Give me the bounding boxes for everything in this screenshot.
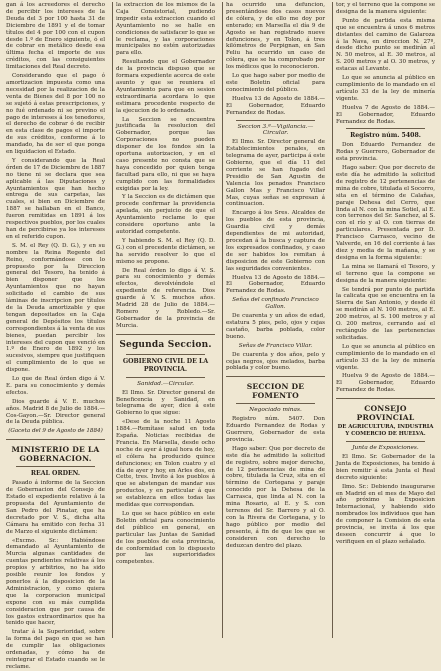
paragraph: Pasado á informe de la Seccion de Gobernacion del Consejo de Estado el expediente relativo á la propuesta del Ayuntamiento de San Pedro del Pinatar, que ha decretado por V. S., dicha alta Cámara ha emitido con fecha 31 de Marzo el siguiente dictámen:	[6, 480, 105, 535]
ministry-heading: MINISTERIO DE LA GOBERNACION.	[11, 445, 100, 464]
paragraph: Lo que hago saber por medio de este Boletin oficial para conocimiento del público.	[226, 73, 325, 93]
column-2	[112, 2, 218, 638]
paragraph: El Ilmo. Sr. Director general de Beneficencia y Sanidad, en telegrama de ayer, dice á este Gobierno lo que sigue:	[116, 389, 215, 417]
paragraph: Y habiendo S. M. el Rey (Q. D. G.) con el precedente dictámen, se ha servido resolver lo que el mismo se propone.	[116, 237, 215, 265]
paragraph: Huelva 13 de Agosto de 1884.—El Gobernador, Eduardo Fernandez de Rodas.	[226, 274, 325, 295]
paragraph: De cuarenta y un años de edad, estatura 5 pies, pelo, ojos y cejas castaño, barba poblada, color bueno.	[226, 313, 325, 340]
royal-order-heading: REAL ORDEN.	[30, 470, 81, 478]
paragraph: De cuarenta y dos años, pelo y cejas negros, ojos melados, barba poblada y color bueno.	[226, 351, 325, 372]
paragraph: la extraccion de los mismos de la Caja Consistorial, pudiendo impedir esta extraccion cuando el Ayuntamiento no se halle en condiciones de satisfacer lo que se le reclama, y las corporaciones municipales no estén autorizadas para ello.	[116, 2, 215, 57]
paragraph: El Ilmo. Sr. Gobernador de la Junta de Exposiciones, ha tenido á bien remitir á esta Junta el Real decreto siguiente:	[336, 454, 435, 481]
description-caption: Señas del confinado Francisco Gallon.	[232, 297, 319, 311]
divider	[116, 334, 215, 336]
paragraph: Encargo á los Sres. Alcaldes de los pueblos de esta provincia, Guardia civil y demás dependientes de mi autoridad, procedan á la busca y captura de los expresados confinados, y caso de ser habidos los remitan á disposicion de este Gobierno con las seguridades convenientes.	[226, 210, 325, 272]
paragraph: S. M. el Rey (Q. D. G.), y en su nombre la Reina Regente del Reino, conformándose con lo propuesto por la Direccion general del Tesoro, ha tenido á bien disponer que los Ayuntamientos que no hayan solicitado el cambio de sus láminas de inscripcion por títulos de la Deuda amortizable y que tengan depositados en la Caja general de Depósitos los títulos correspondientes á la venta de sus bienes, puedan percibir los intereses del cupon que venció en 1.º de Enero de 1892 y los sucesivos, siempre que justifiquen el cumplimiento de lo que se dispone.	[6, 242, 105, 374]
circular-title: Sanidad.—Circular.	[137, 380, 194, 387]
divider	[236, 403, 315, 404]
paragraph: El Ilmo. Sr. Director general de Establecimientos penales, en telegrama de ayer, participa á este Gobierno, que el día 11 del corriente se han fugado del Presidio de San Agustin de Valencia los penados Francisco Gallon Mas y Francisco Villar Mas, cuyas señas se expresan á continuacion.	[226, 139, 325, 208]
paragraph: Dios guarde á V. E. muchos años. Madrid 8 de Julio de 1884.—Cos-Gayon.—Sr. Director general de la Deuda pública.	[6, 398, 105, 426]
consejo-heading: CONSEJO PROVINCIAL	[356, 404, 415, 423]
negociado-title: Negociado minas.	[249, 407, 302, 414]
junta-title: Junta de Exposiciones.	[352, 445, 419, 452]
divider	[226, 376, 325, 378]
paragraph: Lo que se anuncia al público en cumplimiento de lo mandado en el artículo 33 de la ley de minería vigente.	[336, 75, 435, 102]
paragraph: Huelva 13 de Agosto de 1884.—El Gobernador, Eduardo Fernandez de Rodas.	[226, 95, 325, 116]
paragraph: Resultando que el Gobernador de la provincia dispuso que se formara expediente acerca de este asunto y que se reuniera el Ayuntamiento para que en sesion extraordinaria acordara lo que estimara procedente respecto de la ejecucion de lo ordenado.	[116, 59, 215, 114]
paragraph: «Excmo. Sr.: Habiéndose demandado al Ayuntamiento de Murcia algunas cantidades de cuentas pendientes relativas á los propios y arbitrios, no ha sido posible reunir los fondos y ponerlos á la disposicion de la Administracion, y como quiera que la corporacion municipal expone con su más cumplida consideracion que por causa de los gastos extraordinarios que ha tenido que hacer,	[6, 537, 105, 627]
paragraph: Considerando que el pago ó amortizacion impuesta como una necesidad por la realizacion de la venta de Bienes del 8 por 100 no se sujetó á estas prescripciones, y no fué ordenado ni se previno el pago de intereses á los tenedores, el derecho de cobrar ó de recibir en esta clase de pagos el importe de sus créditos, conforme á lo mandado, ha de ser el que ponga en liquidacion el Estado.	[6, 73, 105, 156]
paragraph: tor, y el terreno que la compone se designa de la manera siguiente:	[336, 2, 435, 15]
newspaper-page	[3, 2, 438, 670]
paragraph: De Real órden lo digo á V. S. para su conocimiento y demás efectos, devolviéndole el expediente de referencia. Dios guarde á V. S. muchos años. Madrid 28 de Julio de 1884.—Romero y Robledo.—Sr. Gobernador de la provincia de Murcia.	[116, 267, 215, 329]
column-1	[3, 2, 108, 670]
paragraph: La Seccion se encuentra justificada la resolucion del Gobernador, porque las Corporaciones no pueden disponer de los fondos sin la oportuna autorizacion, y en el caso presente no consta que se haya concedido por quien tenga facultad para ello, ni que se haya cumplido con las formalidades exigidas por la ley.	[116, 116, 215, 192]
paragraph: Lo que se hace público en este Boletin oficial para conocimiento del público en general, en particular las Juntas de Sanidad de los pueblos de esta provincia, de conformidad con lo dispuesto por las superioridades competentes.	[116, 511, 215, 566]
divider	[126, 354, 205, 355]
column-3	[222, 2, 328, 638]
government-heading: GOBIERNO CIVIL DE LA PROVINCIA.	[122, 357, 209, 373]
paragraph: Lo que de Real órden digo á V. E. para su conocimiento y demás efectos.	[6, 376, 105, 396]
paragraph: ha ocurrido una defuncion, presentándose dos casos nuevos de cólera, y de ello me doy por enterado; en Marsella el día 9 de Agosto se han registrado nueve defunciones, y en Tolon, á tres kilómetros de Perpignan, en San Feliu ha ocurrido un caso de cólera, que se ha comprobado por los médicos que lo reconocieron.	[226, 2, 325, 71]
divider	[346, 128, 425, 129]
divider	[126, 377, 205, 378]
section-title: Seccion 3.ª—Vigilancia.—Circular.	[237, 123, 314, 137]
paragraph: Don Eduardo Fernandez de Rodas y Guerrero, Gobernador de esta provincia.	[336, 142, 435, 163]
paragraph: Huelva 7 de Agosto de 1884.—El Gobernador, Eduardo Fernandez de Rodas.	[336, 104, 435, 125]
paragraph: Se tendrá por punto de partida la calicata que se encuentra en la Sierra de San Antonio, y desde él se medirán al N. 100 metros, al E. 200 metros, al S. 100 metros y al O. 200 metros, cerrando así el rectángulo de las pertenencias solicitadas.	[336, 286, 435, 341]
gazette-note: (Gaceta del 9 de Agosto de 1884)	[8, 428, 103, 435]
divider	[336, 398, 435, 400]
consejo-subheading: DE AGRICULTURA, INDUSTRIA Y COMERCIO DE HUELVA.	[337, 424, 434, 438]
divider	[6, 439, 105, 441]
paragraph: Punto de partida esta misma que se encuentra á unos 6 metros distantes del camino de Galaroza á la Nava, en direccion N. 27º, desde dicho punto se medirán al N. 50 metros, al E. 30 metros, al S. 200 metros y al O. 30 metros, y estacas al Levante.	[336, 17, 435, 73]
paragraph: Hago saber: Que por decreto de este día he admitido la solicitud de registro, sobre mejor derecho, de 12 pertenencias de mina de cobre, titulada la Cruz, sita en el término de Cortegana y paraje conocido por la Dehesa de la Carrasca, que linda al N. con la mina Rosario, al E. y S. con terrenos del Sr. Barrero y al O. con la Rivera de Cortegana, y lo hago público por medio del presente, á fin de que los que se consideren con derecho lo deduzcan dentro del plazo.	[226, 445, 325, 549]
paragraph: Hago saber: Que por decreto de este día he admitido la solicitud de registro de 12 pertenencias de mina de cobre, titulada el Socorro, sita en el término de Calañas, paraje Dehesa del Cerro, que linda al N. con la mina Sotiel, al E. con terrenos del Sr. Sanchez, al S. con el río y al O. con tierras de particulares. Presentada por D. Francisco Carrasco, vecino de Valverde, en 16 del corriente á las diez y media de la mañana, y se designa en la forma siguiente:	[336, 165, 435, 261]
divider	[16, 466, 95, 467]
column-4	[332, 2, 438, 638]
divider	[346, 441, 425, 442]
description-caption: Señas de Francisco Villar.	[238, 342, 313, 349]
paragraph: Registro núm. 5407. Don Eduardo Fernandez de Rodas y Guerrero, Gobernador de esta provincia.	[226, 416, 325, 443]
paragraph: La mina se llamará el Tesoro, y el terreno que la compone se designa de la manera siguiente:	[336, 263, 435, 284]
paragraph: gan á los acreedores el derecho de percibir los intereses de la Deuda del 3 por 100 hasta 31 de Diciembre de 1891 y el de tomar títulos del 4 por 100 con el cupon desde 1.º de Enero siguiente, ó el de cobrar en metálico desde esa última fecha el importe de sus créditos, con las consiguientes limitaciones del Real decreto.	[6, 2, 105, 71]
fomento-heading: SECCION DE FOMENTO	[246, 382, 305, 401]
registro-title: Registro núm. 5408.	[350, 132, 421, 140]
section-heading: Segunda Seccion.	[119, 339, 212, 350]
paragraph: Y considerando que la Real órden de 17 de Diciembre de 1887 no tiene ni se declara que sea aplicable á las Diputaciones y Ayuntamientos que han hecho entrega de sus carpetas, las cuales, si bien en Diciembre de 1887 se hallaban en el Banco, fueron remitidas en 1891 á los respectivos pueblos, por los cuales han de percibirse ya los intereses en el referido cupon.	[6, 157, 105, 240]
paragraph: Huelva 9 de Agosto de 1884.—El Gobernador, Eduardo Fernandez de Rodas.	[336, 373, 435, 394]
paragraph: Ilmo. Sr.: Debiendo inaugurarse en Madrid en el mes de Mayo del año próximo la Exposicion Internacional, y habiendo sido nombrados los individuos que han de componer la Comision de esta provincia, se invita á los que deseen concurrir á que lo verifiquen en el plazo señalado.	[336, 483, 435, 545]
paragraph: tratar á la Superioridad, sobre la forma del pago en que se han de cumplir las obligaciones ordenadas, y cómo ha de reintegrar el Estado cuando se le reclame.	[6, 629, 105, 670]
divider	[236, 120, 315, 121]
paragraph: «Dese de la noche 11 Agosto 1884.—Remítase salud en toda España. Noticias recibidas de Francia. En Marsella, desde ocho noche de ayer á igual hora de hoy, el cólera ha producido quince defunciones; en Tolon cuatro y el día de ayer y hoy, en Arles dos, en Cette, tres. Invito á los pueblos á que se abstengan de mandar sus productos, y en particular á que se establezca en ellos todas las medidas que correspondan.	[116, 419, 215, 509]
paragraph: Lo que se anuncia al público en cumplimiento de lo mandado en el artículo 33 de la ley de minería vigente.	[336, 343, 435, 371]
paragraph: Y la Seccion es de dictámen que procede confirmar la providencia apelada, sin perjuicio de que el Ayuntamiento reclame lo que considere oportuno ante la autoridad competente.	[116, 194, 215, 235]
